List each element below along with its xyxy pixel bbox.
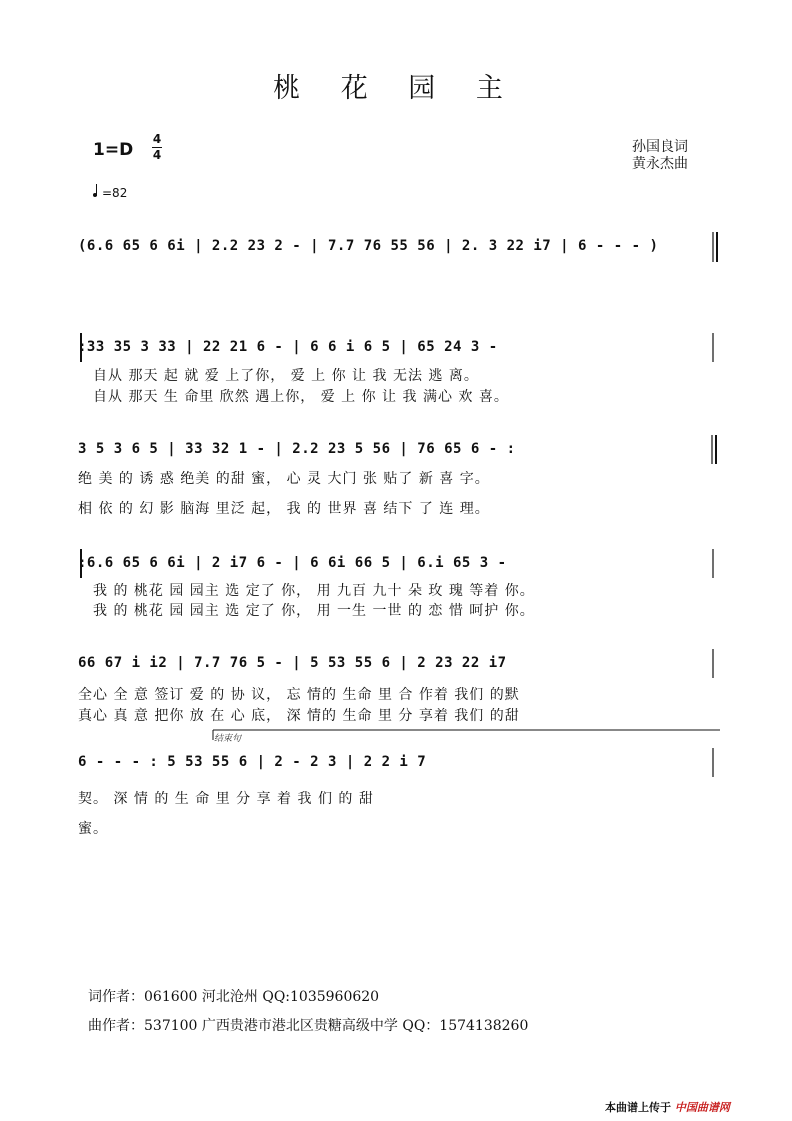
tempo-marking [93,186,127,200]
composer-info: 曲作者：537100 广西贵港市港北区贵糖高级中学 QQ：1574138260 [88,1018,529,1034]
lyricist-info: 词作者：061600 河北沧州 QQ:1035960620 [88,989,380,1005]
lyric-line-4: 相 依 的 幻 影 脑海 里泛 起， 我 的 世界 喜 结下 了 连 理。 [78,501,490,517]
staff-line-5: 66 67 i i2 | 7.7 76 5 - | 5 53 55 6 | 2 23 22 i7 [78,655,507,671]
song-title: 桃 花 园 主 [273,73,519,104]
lyric-line-8: 真心 真 意 把你 放 在 心 底， 深 情的 生命 里 分 享着 我们 的甜 [78,708,520,724]
staff-line-6: 6 - - - : 5 53 55 6 | 2 - 2 3 | 2 2 i 7 [78,754,427,770]
composer-credit: 黄永杰曲 [632,156,688,172]
staff-line-1: (6.6 65 6 6i | 2.2 23 2 - | 7.7 76 55 56 | 2. 3 22 i7 | 6 - - - ) [78,238,659,254]
staff-line-4: :6.6 65 6 6i | 2 i7 6 - | 6 6i 66 5 | 6.i 65 3 - [78,555,507,571]
quarter-note-icon [93,193,97,197]
lyric-line-1: 自从 那天 起 就 爱 上了你， 爱 上 你 让 我 无法 逃 离。 [93,368,479,384]
credits [632,139,688,173]
ending-label: 结束句 [214,734,242,744]
key-signature: 1=D [93,140,134,160]
site-credit [605,1099,730,1115]
site-logo: 中国曲谱网 [674,1101,730,1114]
lyric-line-10: 蜜。 [78,821,108,837]
staff-line-3: 3 5 3 6 5 | 33 32 1 - | 2.2 23 5 56 | 76 65 6 - : [78,441,516,457]
tempo-value: =82 [102,186,128,200]
lyric-line-2: 自从 那天 生 命里 欣然 遇上你， 爱 上 你 让 我 满心 欢 喜。 [93,389,509,405]
lyric-line-6: 我 的 桃花 园 园主 选 定了 你， 用 一生 一世 的 恋 惜 呵护 你。 [93,603,535,619]
meter-bottom: 4 [152,148,162,162]
staff-line-2: :33 35 3 33 | 22 21 6 - | 6 6 i 6 5 | 65 24 3 - [78,339,498,355]
lyricist-credit: 孙国良词 [632,139,688,155]
lyric-line-3: 绝 美 的 诱 惑 绝美 的甜 蜜， 心 灵 大门 张 贴了 新 喜 字。 [78,471,490,487]
lyric-line-5: 我 的 桃花 园 园主 选 定了 你， 用 九百 九十 朵 玫 瑰 等着 你。 [93,583,535,599]
meter-top: 4 [152,132,162,146]
site-prefix: 本曲谱上传于 [605,1101,671,1114]
time-signature [152,133,162,162]
lyric-line-7: 全心 全 意 签订 爱 的 协 议， 忘 情的 生命 里 合 作着 我们 的默 [78,687,520,703]
lyric-line-9: 契。 深 情 的 生 命 里 分 享 着 我 们 的 甜 [78,791,374,807]
